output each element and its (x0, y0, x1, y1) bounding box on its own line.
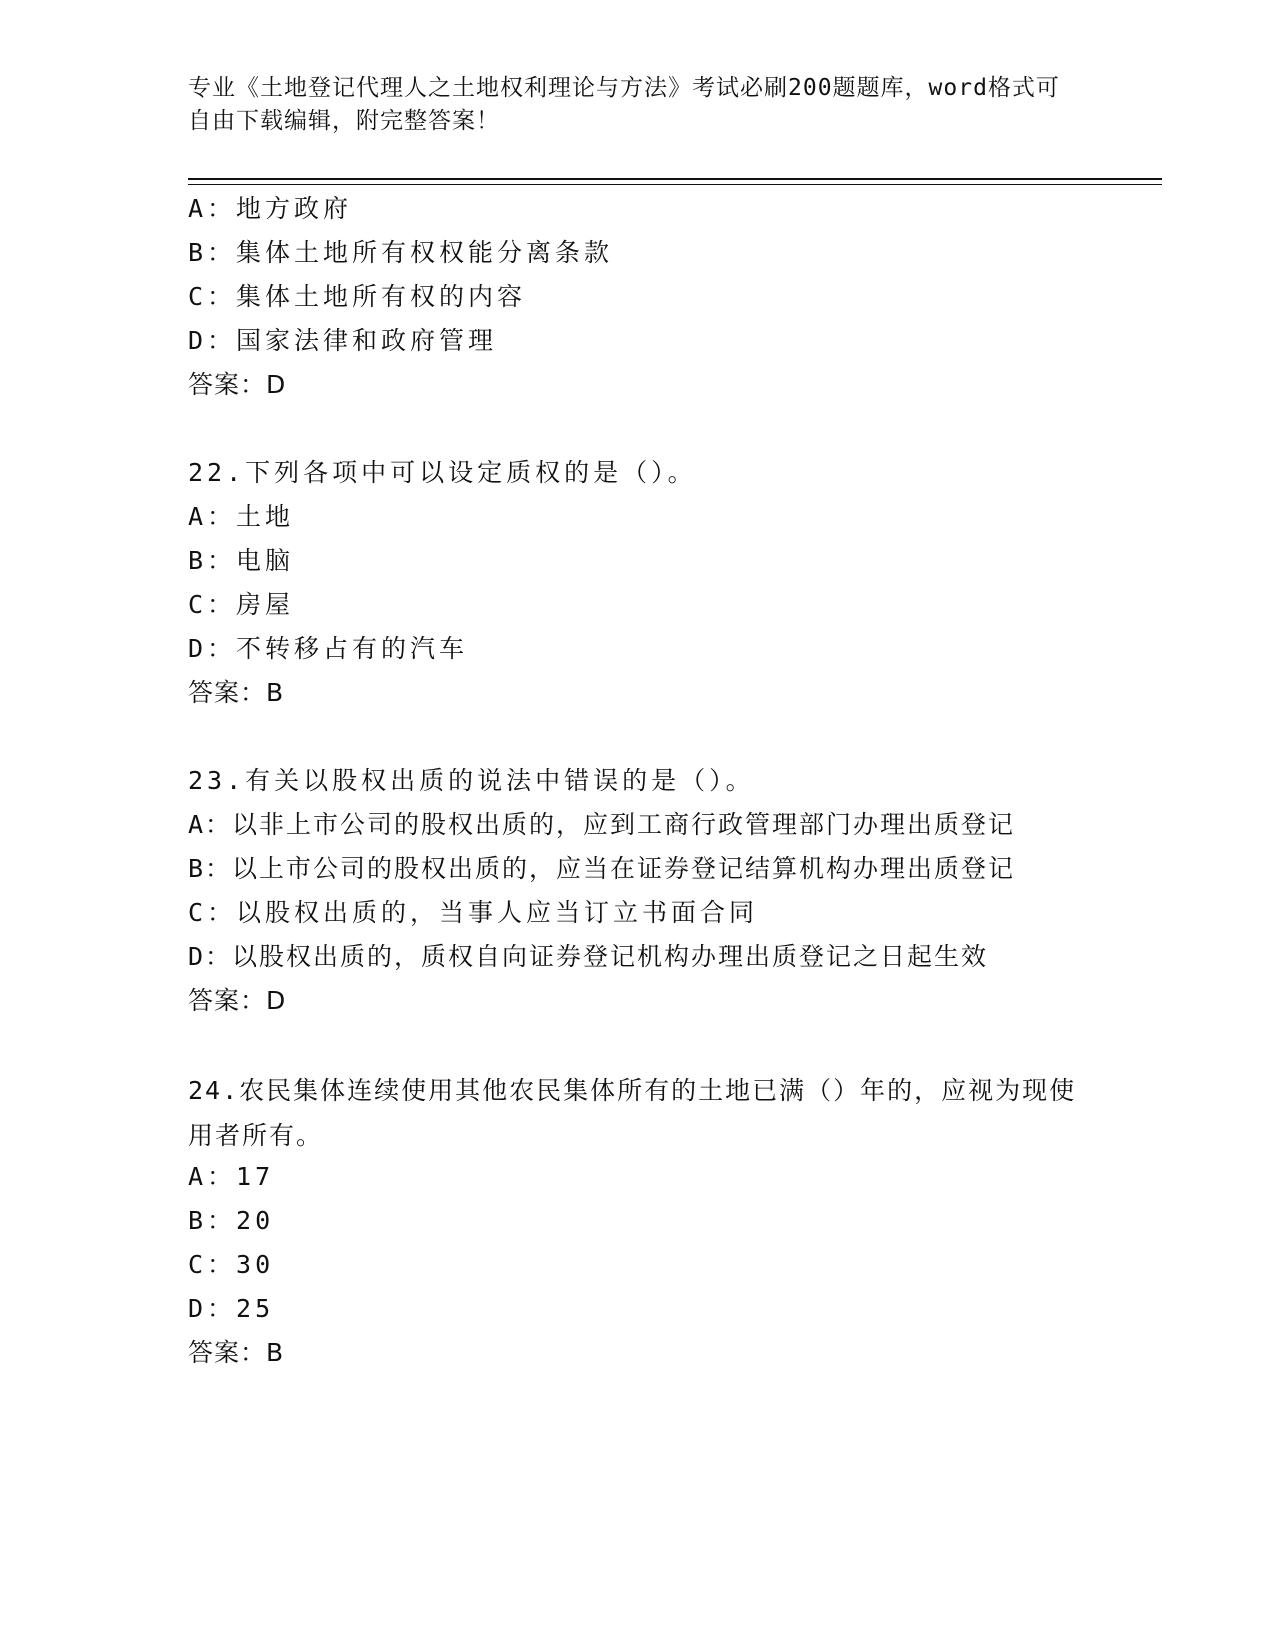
option-c: C：30 (188, 1250, 275, 1279)
option-a: A：土地 (188, 502, 295, 531)
answer-label: 答案：D (188, 986, 287, 1015)
answer-label: 答案：D (188, 370, 287, 399)
option-a: A：以非上市公司的股权出质的，应到工商行政管理部门办理出质登记 (188, 810, 1016, 839)
question-22: 22.下列各项中可以设定质权的是（）。 (188, 458, 697, 487)
option-a: A：17 (188, 1162, 275, 1191)
question-24: 24.农民集体连续使用其他农民集体所有的土地已满（）年的，应视为现使用者所有。 (188, 1076, 1077, 1150)
option-d: D：不转移占有的汽车 (188, 634, 469, 663)
option-b: B：以上市公司的股权出质的，应当在证券登记结算机构办理出质登记 (188, 854, 1016, 883)
document-header: 专业《土地登记代理人之土地权利理论与方法》考试必刷200题题库，word格式可自由下载编辑，附完整答案！ (188, 75, 1060, 134)
answer-label: 答案：B (188, 1338, 285, 1367)
header-divider-thin (188, 184, 1162, 185)
option-a: A：地方政府 (188, 194, 353, 223)
option-d: D：以股权出质的，质权自向证券登记机构办理出质登记之日起生效 (188, 942, 989, 971)
option-c: C：以股权出质的，当事人应当订立书面合同 (188, 898, 759, 927)
option-b: B：集体土地所有权权能分离条款 (188, 238, 614, 267)
option-c: C：房屋 (188, 590, 295, 619)
option-d: D：国家法律和政府管理 (188, 326, 498, 355)
option-b: B：电脑 (188, 546, 295, 575)
option-c: C：集体土地所有权的内容 (188, 282, 527, 311)
option-b: B：20 (188, 1206, 275, 1235)
question-23: 23.有关以股权出质的说法中错误的是（）。 (188, 766, 755, 795)
header-divider (188, 178, 1162, 180)
option-d: D：25 (188, 1294, 275, 1323)
answer-label: 答案：B (188, 678, 285, 707)
